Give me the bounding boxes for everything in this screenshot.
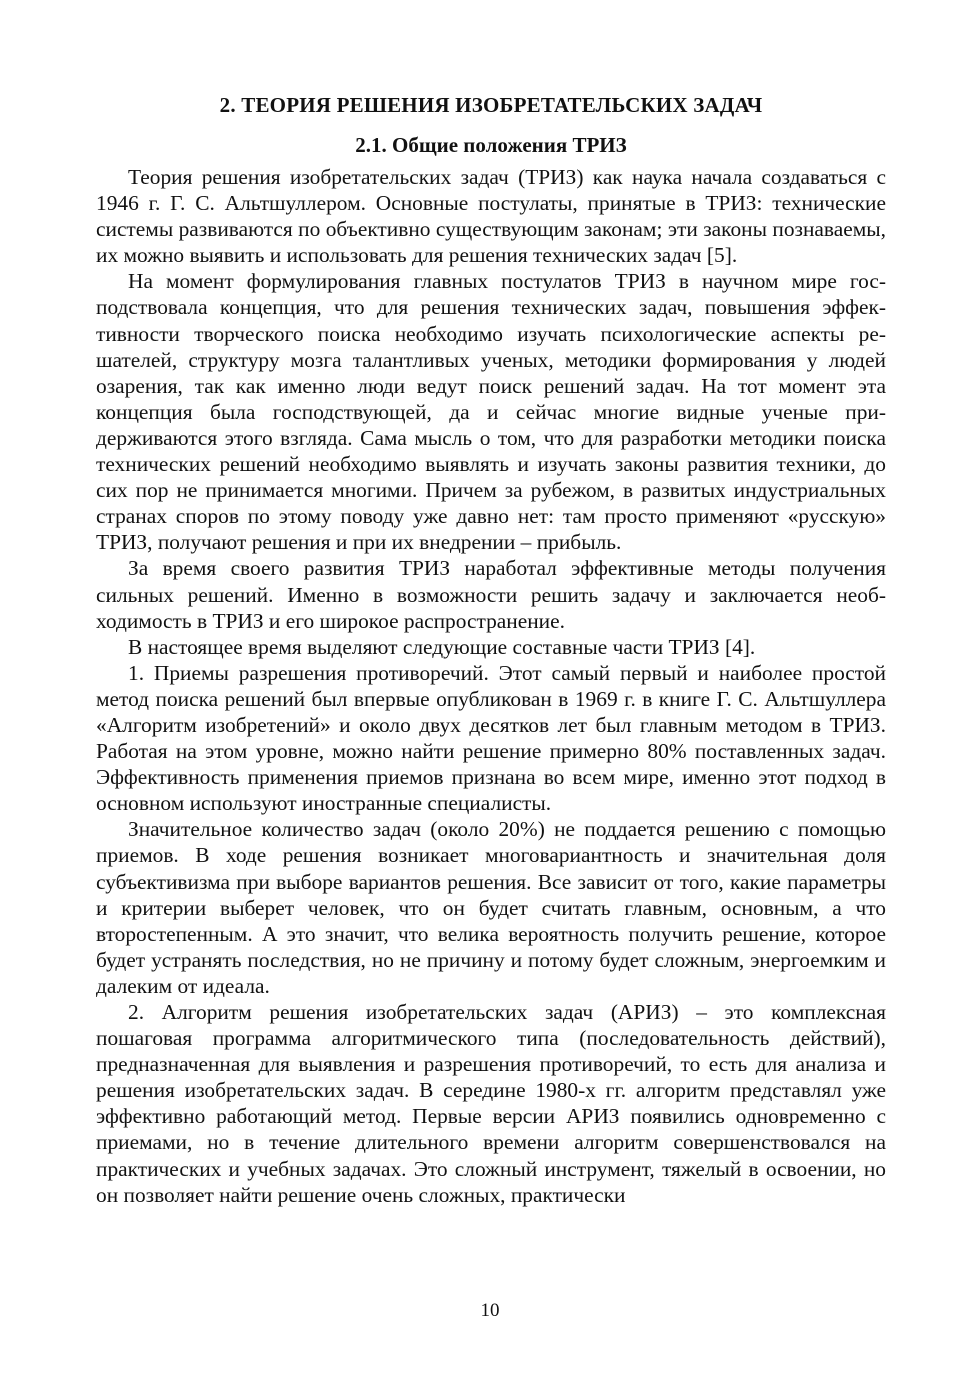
- page-number: 10: [480, 1300, 500, 1321]
- paragraph-triz-postulates: На момент формулирования главных постулатов ТРИЗ в научном мире господствовала концепция, что для решения технических задач, повышения эффективности творческого поиска необходимо изучать психологические аспекты решателей, структуру мозга талантливых ученых, методики формирования у людей озарения, так как именно люди ведут поиск решений задач. На тот момент эта концепция была господствующей, да и сейчас многие видные ученые придерживаются этого взгляда. Сама мысль о том, что для разработки методики поиска технических решений необходимо выявлять и изучать законы развития техники, до сих пор не принимается многими. Причем за рубежом, в развитых индустриальных странах споров по этому поводу уже давно нет: там просто применяют «русскую» ТРИЗ, получают решения и при их внедрении – прибыль.: [96, 269, 886, 555]
- section-title: 2.1. Общие положения ТРИЗ: [355, 133, 627, 157]
- paragraph-triz-components: В настоящее время выделяют следующие составные части ТРИЗ [4].: [128, 634, 756, 659]
- paragraph-triz-methods: За время своего развития ТРИЗ наработал эффективные методы получения сильных решений. Именно в возможности решить задачу и заключается необходимость в ТРИЗ и его широкое распространение.: [96, 556, 886, 633]
- paragraph-triz-intro: Теория решения изобретательских задач (ТРИЗ) как наука начала создаваться с 1946 г. Г. С. Альтшуллером. Основные постулаты, принятые в ТРИЗ: технические системы развиваются по объективно существующим законам; эти законы познаваемы, их можно выявить и использовать для решения технических задач [5].: [96, 165, 886, 268]
- chapter-title: 2. ТЕОРИЯ РЕШЕНИЯ ИЗОБРЕТАТЕЛЬСКИХ ЗАДАЧ: [219, 93, 763, 117]
- paragraph-ariz: 2. Алгоритм решения изобретательских задач (АРИЗ) – это комплексная пошаговая программа алгоритмического типа (последовательность действий), предназначенная для выявления и разрешения противоречий, то есть для анализа и решения изобретательских задач. В середине 1980-х гг. алгоритм представлял уже эффективно работающий метод. Первые версии АРИЗ появились одновременно с приемами, но в течение длительного времени алгоритм совершенствовался на практических и учебных задачах. Это сложный инструмент, тяжелый в освоении, но он позволяет найти решение очень сложных, практически: [96, 1000, 886, 1207]
- paragraph-unsolved-tasks: Значительное количество задач (около 20%) не поддается решению с помощью приемов. В ходе решения возникает многовариантность и значительная доля субъективизма при выборе вариантов решения. Все зависит от того, какие параметры и критерии выберет человек, что он будет считать главным, основным, а что второстепенным. А это значит, что велика вероятность получить решение, которое будет устранять последствия, но не причину и потому будет сложным, энергоемким и далеким от идеала.: [96, 817, 886, 998]
- page-content: [96, 88, 886, 1208]
- paragraph-contradiction-techniques: 1. Приемы разрешения противоречий. Этот самый первый и наиболее простой метод поиска решений был впервые опубликован в 1969 г. в книге Г. С. Альтшуллера «Алгоритм изобретений» и около двух десятков лет был главным методом в ТРИЗ. Работая на этом уровне, можно найти решение примерно 80% поставленных задач. Эффективность применения приемов признана во всем мире, именно этот подход в основном используют иностранные специалисты.: [96, 660, 886, 816]
